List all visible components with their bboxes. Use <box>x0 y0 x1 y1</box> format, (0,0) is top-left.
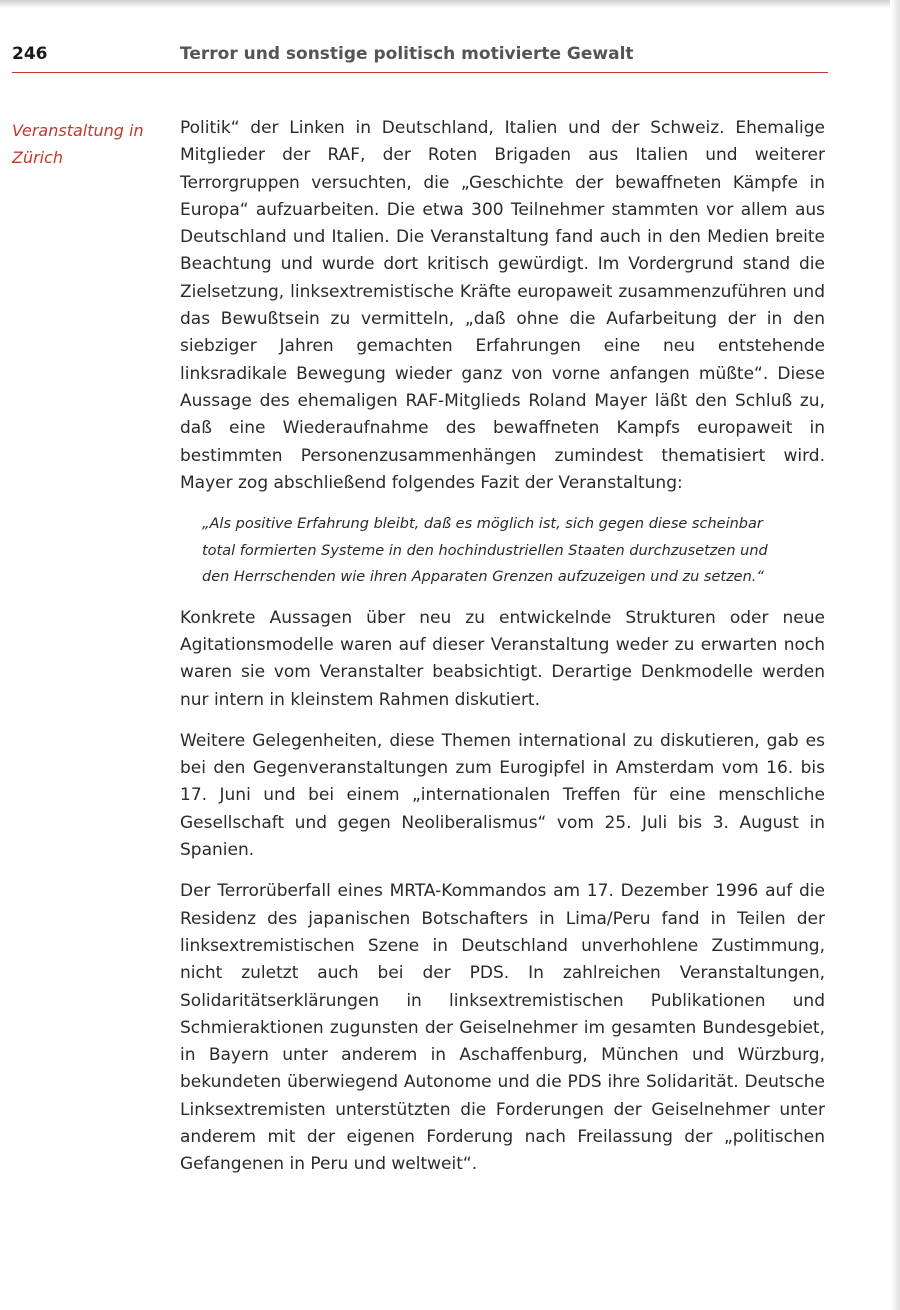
paragraph-1: Politik“ der Linken in Deutschland, Italien und der Schweiz. Ehemalige Mitglieder der RAF, der Roten Brigaden aus Italien und weiterer Terrorgruppen versuchten, die „Geschichte der bewaffneten Kämpfe in Europa“ aufzuarbeiten. Die etwa 300 Teilnehmer stammten vor allem aus Deutschland und Italien. Die Veranstaltung fand auch in den Medien breite Beachtung und wurde dort kritisch gewürdigt. Im Vordergrund stand die Zielsetzung, linksextremistische Kräfte europaweit zusammenzuführen und das Bewußtsein zu vermitteln, „daß ohne die Aufarbeitung der in den siebziger Jahren gemachten Erfahrungen eine neu entstehende linksradikale Bewegung wieder ganz von vorne anfangen müßte“. Diese Aussage des ehemaligen RAF-Mitglieds Roland Mayer läßt den Schluß zu, daß eine Wiederaufnahme des bewaffneten Kampfs europaweit in bestimmten Personenzusammenhängen zumindest thematisiert wird. Mayer zog abschließend folgendes Fazit der Veranstaltung: <box>180 118 825 493</box>
block-quote: „Als positive Erfahrung bleibt, daß es möglich ist, sich gegen diese scheinbar total formierten Systeme in den hochindustriellen Staaten durchzusetzen und den Herrschenden wie ihren Apparaten Grenzen aufzuzeigen und zu setzen.“ <box>202 516 768 586</box>
margin-note <box>12 117 162 171</box>
paragraph-2: Konkrete Aussagen über neu zu entwickelnde Strukturen oder neue Agitationsmodelle waren auf dieser Veranstaltung weder zu erwarten noch waren sie vom Veranstalter beabsichtigt. Derartige Denkmodelle werden nur intern in kleinstem Rahmen diskutiert. <box>180 607 825 710</box>
scan-edge-right <box>890 0 900 1310</box>
paragraph-3: Weitere Gelegenheiten, diese Themen international zu diskutieren, gab es bei den Gegenveranstaltungen zum Eurogipfel in Amsterdam vom 16. bis 17. Juni und bei einem „internationalen Treffen für eine menschliche Gesellschaft und gegen Neoliberalismus“ vom 25. Juli bis 3. August in Spanien. <box>180 730 825 861</box>
running-title: Terror und sonstige politisch motivierte Gewalt <box>180 44 634 64</box>
margin-note-line-1: Veranstaltung in <box>12 121 144 140</box>
scan-edge-top <box>0 0 900 8</box>
page-number: 246 <box>12 44 48 64</box>
paragraph-4: Der Terrorüberfall eines MRTA-Kommandos am 17. Dezember 1996 auf die Residenz des japanischen Botschafters in Lima/Peru fand in Teilen der linksextremistischen Szene in Deutschland unverhohlene Zustimmung, nicht zuletzt auch bei der PDS. In zahlreichen Veranstaltungen, Solidaritätserklärungen in linksextremistischen Publikationen und Schmieraktionen zugunsten der Geiselnehmer im gesamten Bundesgebiet, in Bayern unter anderem in Aschaffenburg, München und Würzburg, bekundeten überwiegend Autonome und die PDS ihre Solidarität. Deutsche Linksextremisten unterstützten die Forderungen der Geiselnehmer unter anderem mit der eigenen Forderung nach Freilassung der „politischen Gefangenen in Peru und weltweit“. <box>180 881 825 1175</box>
margin-note-line-2: Zürich <box>12 148 64 167</box>
header-divider <box>12 72 828 73</box>
body-text <box>180 115 825 1179</box>
